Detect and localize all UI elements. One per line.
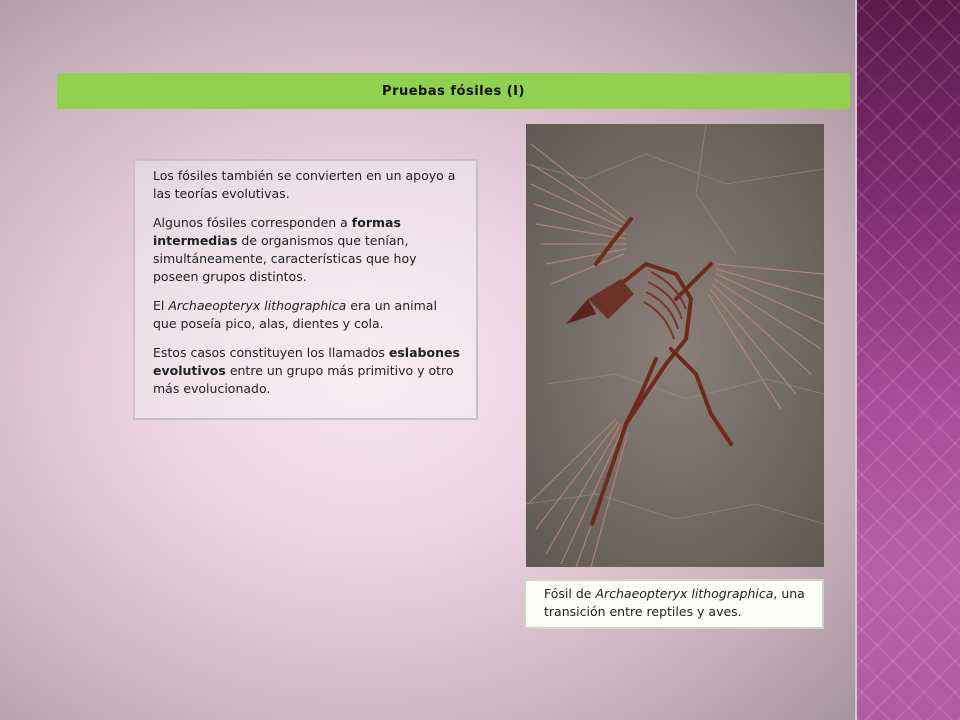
paragraph-2 [153,214,464,286]
paragraph-3-part-c: era un animal que poseía pico, alas, dientes y cola. [153,298,437,331]
paragraph-1: Los fósiles también se convierten en un apoyo a las teorías evolutivas. [153,168,456,201]
paragraph-3-part-a: El [153,298,169,313]
text-box [133,159,478,420]
paragraph-4-part-c: entre un grupo más primitivo y otro más evolucionado. [153,363,454,396]
paragraph-4-bold: eslabones evolutivos [153,345,460,378]
title-bar [57,73,850,109]
decorative-side-band [857,0,960,720]
caption-part-c: , una transición entre reptiles y aves. [544,586,805,619]
paragraph-3-italic: Archaeopteryx lithographica [168,298,347,313]
paragraph-4-part-a: Estos casos constituyen los llamados [153,345,389,360]
paragraph-2-part-c: de organismos que tenían, simultáneamente, características que hoy poseen grupos distintos. [153,233,417,284]
paragraph-3 [153,297,464,333]
fossil-photo [526,124,824,567]
fossil-illustration [526,124,824,567]
paragraph-2-part-a: Algunos fósiles corresponden a [153,215,352,230]
caption-box [524,579,824,629]
paragraph-2-bold: formas intermedias [153,215,401,248]
slide-title: Pruebas fósiles (I) [382,83,525,99]
caption-italic: Archaeopteryx lithographica [595,586,774,601]
paragraph-4 [153,344,464,398]
caption-part-a: Fósil de [544,586,596,601]
